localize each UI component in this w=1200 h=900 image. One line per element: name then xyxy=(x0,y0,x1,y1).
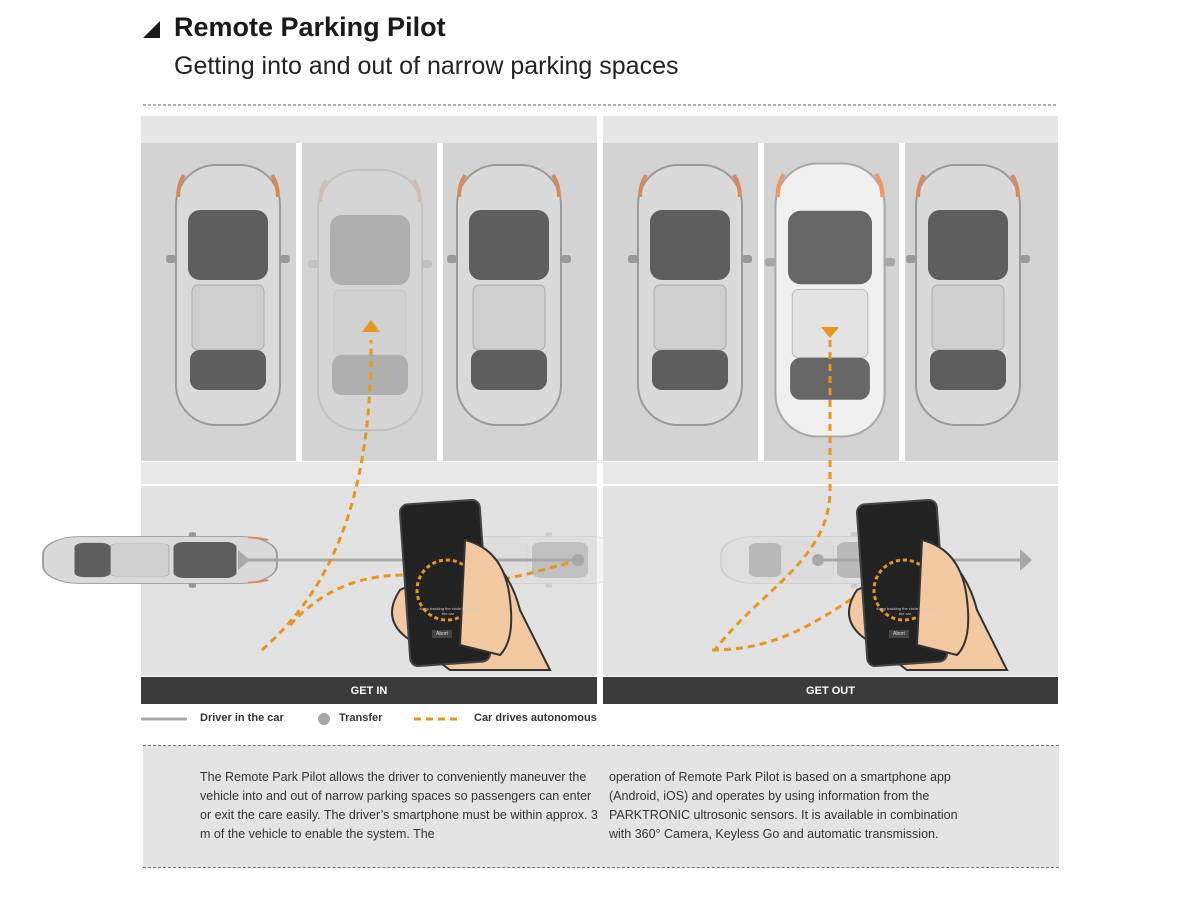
phone-instruction: Keep tracking the circle to guide the car xyxy=(876,606,934,616)
transfer-legend-dot xyxy=(318,713,330,725)
get-out-panel xyxy=(603,116,1058,676)
legend-autonomous: Car drives autonomous xyxy=(474,712,597,724)
legend-transfer: Transfer xyxy=(339,712,383,724)
page-title: Remote Parking Pilot xyxy=(174,12,446,42)
info-text-col1: The Remote Park Pilot allows the driver to conveniently maneuver the vehicle into and out of narrow parking spaces so passengers can enter or exit the care easily. The driver’s smartphone must be within approx. 3 m of the vehicle to enable the system. The xyxy=(200,770,598,841)
parked-car xyxy=(628,165,752,425)
parked-car xyxy=(906,165,1030,425)
page-subtitle: Getting into and out of narrow parking spaces xyxy=(174,52,679,80)
info-text-col2: operation of Remote Park Pilot is based on a smartphone app (Android, iOS) and operates by using information from the PARKTRONIC ultrosonic sensors. It is available in combination with 360° Camera, Keyless Go and automatic transmission. xyxy=(609,770,958,841)
abort-button[interactable]: Abort xyxy=(889,630,909,638)
transfer-dot xyxy=(812,554,824,566)
phone-instruction: Keep tracking the circle to guide the car xyxy=(419,606,477,616)
info-box xyxy=(143,745,1059,868)
parked-car xyxy=(447,165,571,425)
get-in-label: GET IN xyxy=(141,677,597,704)
abort-button[interactable]: Abort xyxy=(432,630,452,638)
exiting-car xyxy=(765,164,895,437)
legend-driver: Driver in the car xyxy=(200,712,284,724)
transfer-dot xyxy=(572,554,584,566)
parked-car xyxy=(166,165,290,425)
get-out-label: GET OUT xyxy=(603,677,1058,704)
triangle-icon xyxy=(143,21,160,38)
get-in-panel xyxy=(43,116,624,676)
